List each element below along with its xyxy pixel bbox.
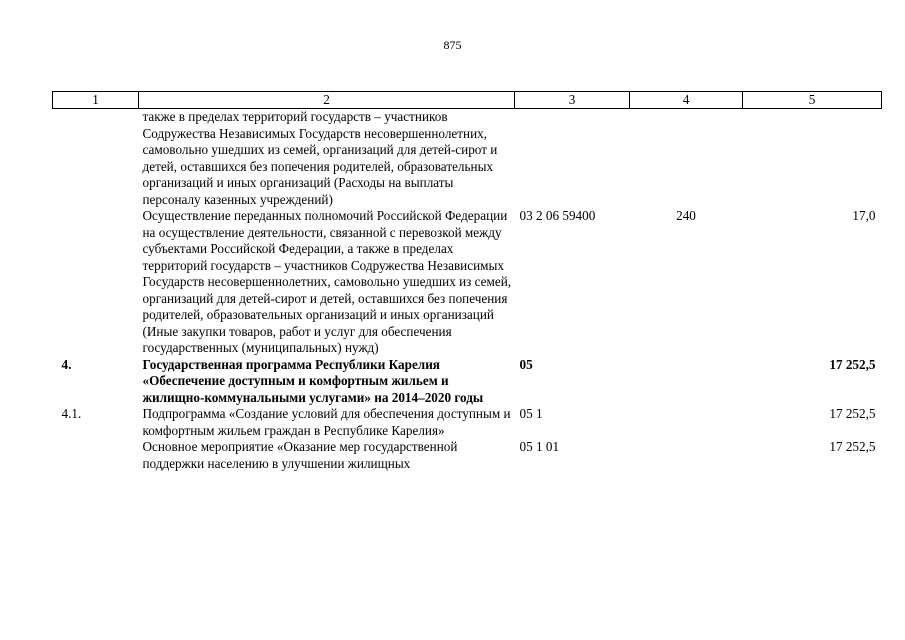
row-target-code: 05 1 — [519, 406, 543, 421]
row-amount: 17 252,5 — [829, 439, 876, 454]
table-row — [53, 109, 882, 209]
header-col-2: 2 — [139, 92, 515, 109]
header-col-1: 1 — [53, 92, 139, 109]
budget-table — [52, 91, 882, 472]
table-row — [53, 406, 882, 439]
row-description: также в пределах территорий государств – участников Содружества Независимых Государств несовершеннолетних, самовольно ушедших из семей, организаций для детей-сирот и детей, оставшихся без попечения родителей, образовательных организаций и иных организаций (Расходы на выплаты персоналу казенных учреждений) — [142, 109, 498, 207]
header-row — [53, 92, 882, 109]
table-row — [53, 357, 882, 407]
table-row — [53, 439, 882, 472]
row-number: 4.1. — [61, 406, 82, 421]
table-row — [53, 208, 882, 357]
header-col-4: 4 — [630, 92, 743, 109]
row-description: Подпрограмма «Создание условий для обеспечения доступным и комфортным жильем граждан в Республике Карелия» — [142, 406, 511, 438]
row-amount: 17 252,5 — [829, 356, 876, 372]
header-col-3: 3 — [515, 92, 630, 109]
row-description: Основное мероприятие «Оказание мер государственной поддержки населению в улучшении жилищных — [142, 439, 458, 471]
row-expense-type: 240 — [676, 208, 696, 223]
row-target-code: 05 1 01 — [519, 439, 560, 454]
row-expense-type — [630, 439, 743, 472]
row-number — [53, 439, 139, 472]
row-amount: 17 252,5 — [829, 406, 876, 421]
row-amount — [743, 109, 882, 209]
row-target-code: 03 2 06 59400 — [519, 208, 596, 223]
row-number: 4. — [61, 356, 72, 372]
page-number: 875 — [443, 38, 462, 52]
header-col-5: 5 — [743, 92, 882, 109]
row-description: Государственная программа Республики Карелия «Обеспечение доступным и комфортным жильем и жилищно-коммунальными услугами» на 2014–2020 годы — [142, 356, 484, 405]
row-description: Осуществление переданных полномочий Российской Федерации на осуществление деятельности, связанной с перевозкой между субъектами Российской Федерации, а также в пределах территорий государств – участников Содружества Независимых Государств несовершеннолетних, самовольно ушедших из семей, организаций для детей-сирот и детей, оставшихся без попечения родителей, образовательных организаций и иных организаций (Иные закупки товаров, работ и услуг для обеспечения государственных (муниципальных) нужд) — [142, 208, 512, 355]
row-number — [53, 208, 139, 357]
row-expense-type — [630, 357, 743, 407]
row-expense-type — [630, 406, 743, 439]
row-target-code: 05 — [519, 356, 533, 372]
row-target-code — [515, 109, 630, 209]
row-number — [53, 109, 139, 209]
row-amount: 17,0 — [852, 208, 876, 223]
row-expense-type — [630, 109, 743, 209]
